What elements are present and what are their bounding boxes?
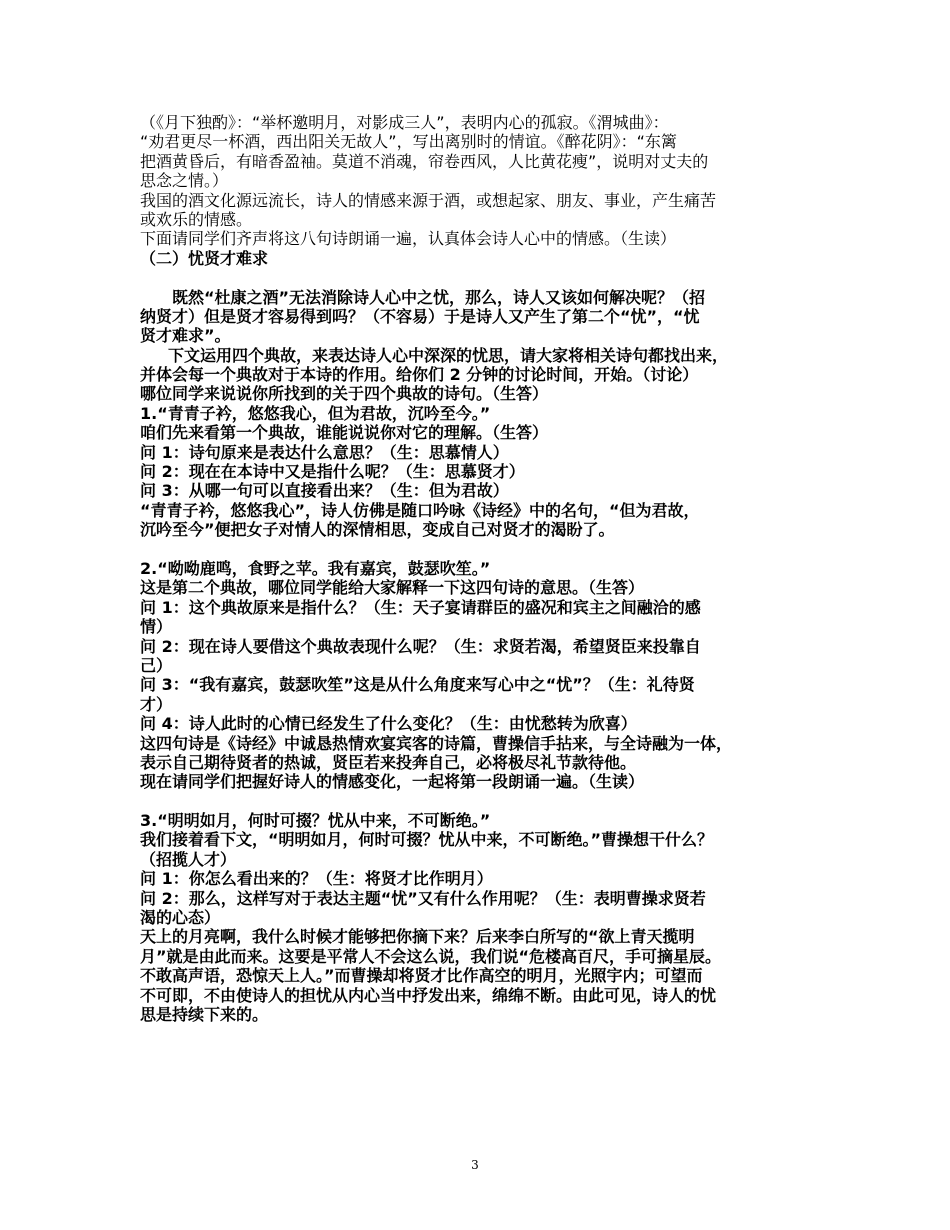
question-line: 问 1：这个典故原来是指什么？（生：天子宴请群臣的盛况和宾主之间融洽的感 <box>140 597 701 617</box>
blank-line <box>140 792 822 811</box>
text-line: 我国的酒文化源远流长，诗人的情感来源于酒，或想起家、朋友、事业，产生痛苦 <box>140 190 717 210</box>
text-line: 哪位同学来说说你所找到的关于四个典故的诗句。（生答） <box>140 384 549 404</box>
text-line: （招揽人才） <box>140 849 237 869</box>
question-line: 问 2：现在在本诗中又是指什么呢？（生：思慕贤才） <box>140 462 525 482</box>
text-line: 贤才难求”。 <box>140 326 231 346</box>
question-line: 问 4：诗人此时的心情已经发生了什么变化？（生：由忧愁转为欣喜） <box>140 714 637 734</box>
text-line: 纳贤才）但是贤才容易得到吗？（不容易）于是诗人又产生了第二个“忧”，“忧 <box>140 306 700 326</box>
text-line: （《月下独酌》：“举杯邀明月，对影成三人”，表明内心的孤寂。《渭城曲》： <box>140 113 669 132</box>
section-paragraph-2 <box>140 346 822 404</box>
text-line: 我们接着看下文，“明明如月，何时可掇？忧从中来，不可断绝。”曹操想干什么？ <box>140 830 714 850</box>
text-line: 下面请同学们齐声将这八句诗朗诵一遍，认真体会诗人心中的情感。（生读） <box>140 229 677 249</box>
section-heading: （二）忧贤才难求 <box>140 248 269 268</box>
question-line: 问 2：那么，这样写对于表达主题“忧”又有什么作用呢？（生：表明曹操求贤若 <box>140 888 706 908</box>
blank-line <box>140 540 822 559</box>
question-line: 问 1：你怎么看出来的？（生：将贤才比作明月） <box>140 869 493 889</box>
allusion-1 <box>140 404 822 540</box>
question-line: 问 3：从哪一句可以直接看出来？（生：但为君故） <box>140 481 509 501</box>
text-line: 沉吟至今”便把女子对情人的深情相思，变成自己对贤才的渴盼了。 <box>140 520 615 540</box>
text-line: 情） <box>140 617 173 637</box>
allusion-title: 2.“呦呦鹿鸣，食野之苹。我有嘉宾，鼓瑟吹笙。” <box>140 558 491 578</box>
text-line: 思念之情。） <box>140 171 229 191</box>
text-line: “劝君更尽一杯酒，西出阳关无故人”，写出离别时的情谊。《醉花阴》：“东篱 <box>140 132 677 152</box>
text-line: “青青子衿，悠悠我心”，诗人仿佛是随口吟咏《诗经》中的名句，“但为君故， <box>140 500 700 520</box>
text-line: 下文运用四个典故，来表达诗人心中深深的忧思，请大家将相关诗句都找出来， <box>168 345 729 365</box>
section-paragraph-1 <box>140 288 822 346</box>
document-body <box>140 113 822 1024</box>
allusion-title: 3.“明明如月，何时可掇？忧从中来，不可断绝。” <box>140 811 491 831</box>
text-line: 把酒黄昏后，有暗香盈袖。莫道不消魂，帘卷西风，人比黄花瘦”，说明对丈夫的 <box>140 151 709 171</box>
text-line: 这是第二个典故，哪位同学能给大家解释一下这四句诗的意思。（生答） <box>140 578 645 598</box>
text-line: 思是持续下来的。 <box>140 1004 269 1024</box>
question-line: 问 3：“我有嘉宾，鼓瑟吹笙”这是从什么角度来写心中之“忧”？（生：礼待贤 <box>140 675 695 695</box>
text-line: 才） <box>140 694 173 714</box>
intro-paragraph <box>140 113 822 249</box>
allusion-3 <box>140 811 822 1024</box>
allusion-title: 1.“青青子衿，悠悠我心，但为君故，沉吟至今。” <box>140 403 491 423</box>
blank-line <box>140 268 822 287</box>
text-line: 既然“杜康之酒”无法消除诗人心中之忧，那么，诗人又该如何解决呢？（招 <box>172 287 706 307</box>
text-line: 这四句诗是《诗经》中诚恳热情欢宴宾客的诗篇，曹操信手拈来，与全诗融为一体， <box>140 733 733 753</box>
text-line: 咱们先来看第一个典故，谁能说说你对它的理解。（生答） <box>140 423 549 443</box>
text-line: 己） <box>140 655 173 675</box>
text-line: 渴的心态） <box>140 908 221 928</box>
text-line: 现在请同学们把握好诗人的情感变化，一起将第一段朗诵一遍。（生读） <box>140 772 645 792</box>
question-line: 问 2：现在诗人要借这个典故表现什么呢？（生：求贤若渴，希望贤臣来投靠自 <box>140 636 701 656</box>
question-line: 问 1：诗句原来是表达什么意思？（生：思慕情人） <box>140 442 509 462</box>
text-line: 不可即，不由使诗人的担忧从内心当中抒发出来，绵绵不断。由此可见，诗人的忧 <box>140 985 717 1005</box>
text-line: 并体会每一个典故对于本诗的作用。给你们 2 分钟的讨论时间，开始。（讨论） <box>140 365 699 385</box>
allusion-2 <box>140 559 822 792</box>
text-line: 月”就是由此而来。这要是平常人不会这么说，我们说“危楼高百尺，手可摘星辰。 <box>140 946 722 966</box>
text-line: 天上的月亮啊，我什么时候才能够把你摘下来？后来李白所写的“欲上青天揽明 <box>140 927 695 947</box>
text-line: 表示自己期待贤者的热诚，贤臣若来投奔自己，必将极尽礼节款待他。 <box>140 752 637 772</box>
text-line: 不敢高声语，恐惊天上人。”而曹操却将贤才比作高空的明月，光照宇内；可望而 <box>140 966 703 986</box>
page-number: 3 <box>471 1158 479 1172</box>
text-line: 或欢乐的情感。 <box>140 209 253 229</box>
